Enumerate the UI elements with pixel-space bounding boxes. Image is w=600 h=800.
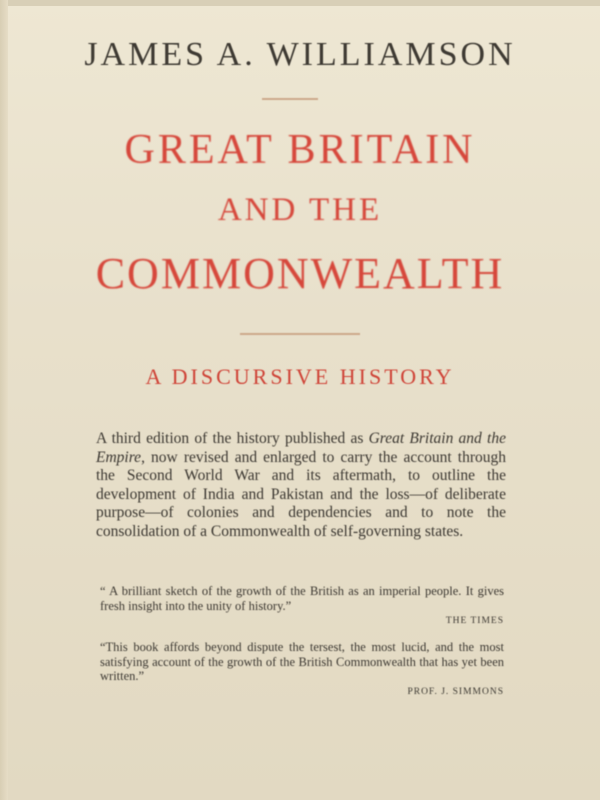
- description-paragraph: [96, 430, 506, 541]
- author-name: JAMES A. WILLIAMSON: [84, 36, 516, 73]
- review-quote-1: [100, 584, 504, 629]
- review-quote-1-text: “ A brilliant sketch of the growth of the British as an imperial people. It gives fresh insight into the unity of history.”: [100, 584, 504, 613]
- decorative-rule-middle: [240, 333, 360, 335]
- page-left-edge: [0, 0, 8, 800]
- description-intro: A third edition of the history published as: [96, 430, 369, 447]
- review-quote-2-text: “This book affords beyond dispute the tersest, the most lucid, and the most satisfying account of the growth of the British Commonwealth that has yet been written.”: [100, 640, 504, 683]
- review-quote-2: [100, 640, 504, 699]
- review-quote-2-source: PROF. J. SIMMONS: [407, 686, 504, 697]
- title-line-1: GREAT BRITAIN: [124, 127, 476, 173]
- title-line-2: AND THE: [217, 192, 383, 228]
- page-top-edge: [0, 0, 600, 6]
- decorative-rule-top: [262, 98, 318, 100]
- title-line-3: COMMONWEALTH: [95, 249, 505, 298]
- description-rest: , now revised and enlarged to carry the account through the Second World War and its aftermath, to outline the development of India and Pakistan and the loss—of deliberate purpose—of colonies and dependencies and to note the consolidation of a Commonwealth of self-governing states.: [96, 448, 506, 540]
- review-quote-1-source: THE TIMES: [445, 616, 504, 626]
- description-original-title: Great Britain and the Empire: [96, 430, 506, 466]
- subtitle: A DISCURSIVE HISTORY: [145, 364, 455, 389]
